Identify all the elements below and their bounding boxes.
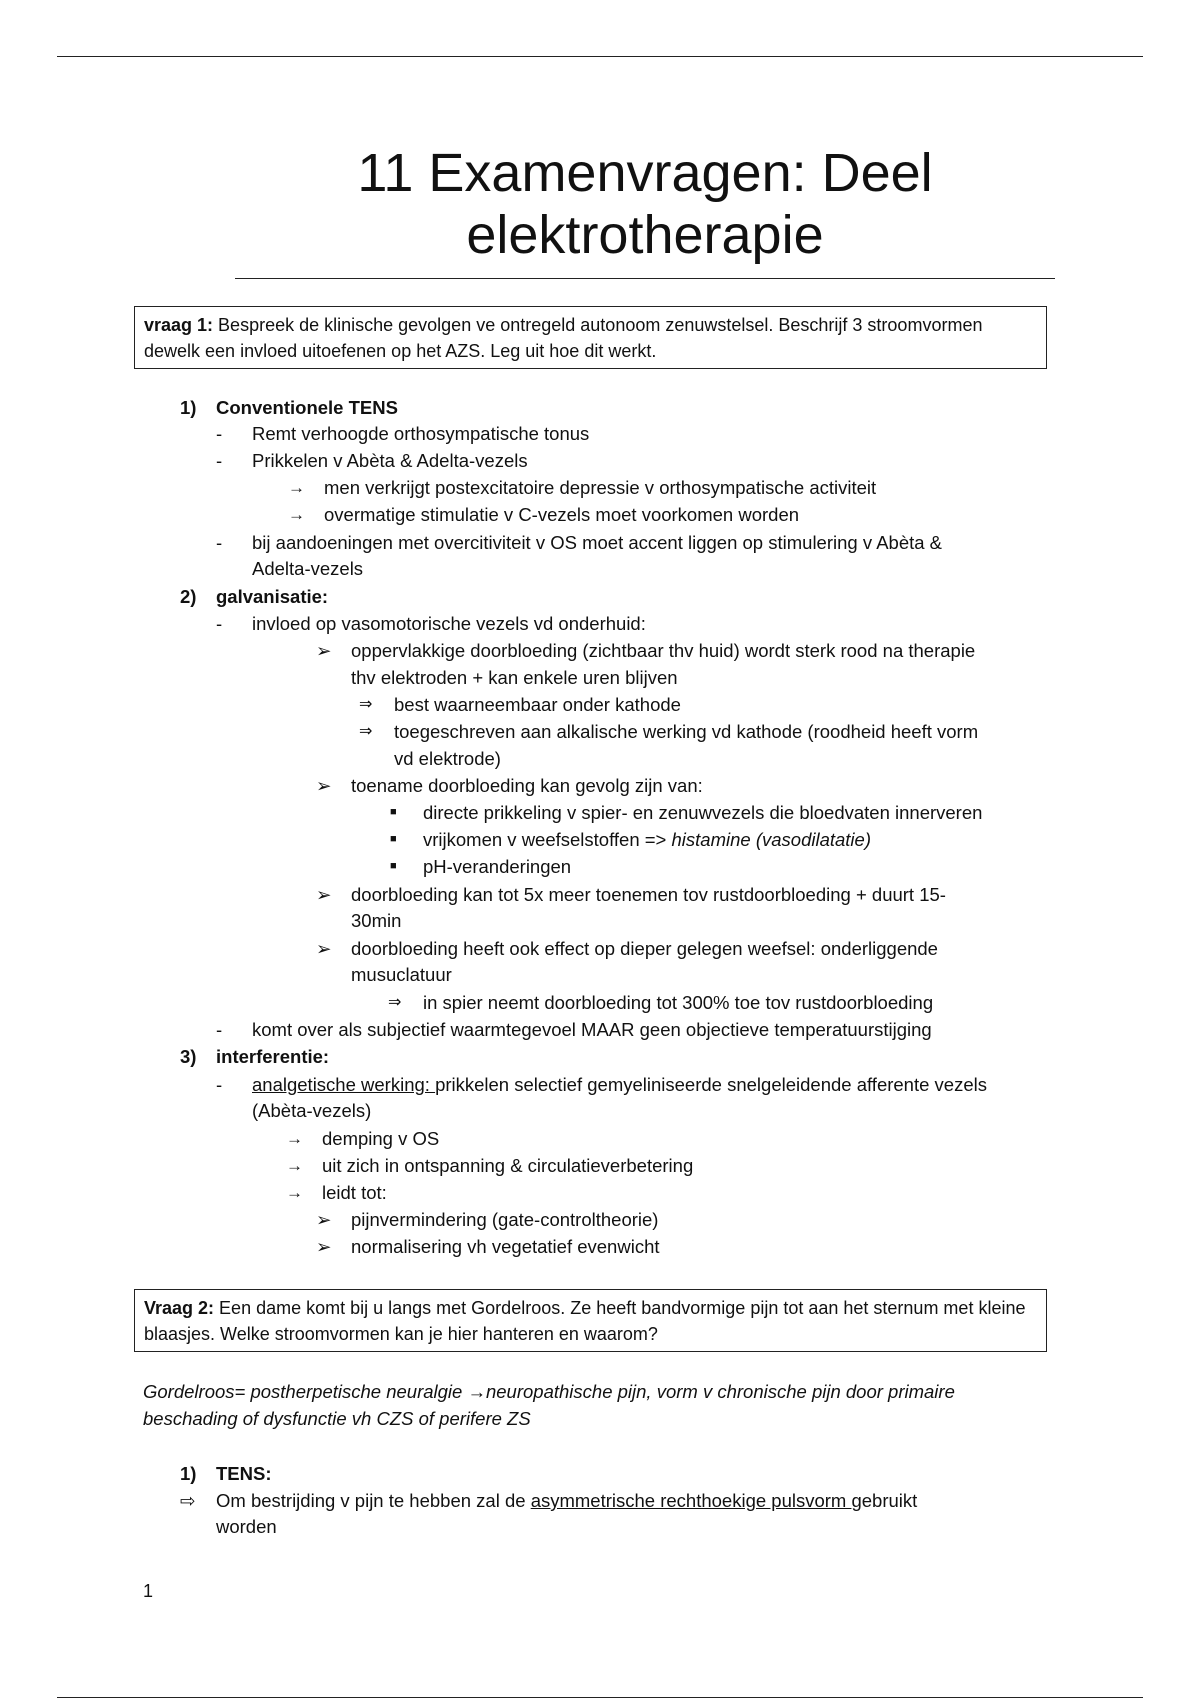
arrow-bullet-icon: →: [288, 505, 305, 524]
double-arrow-bullet-icon: ⇒: [359, 723, 373, 740]
section-2-sub-4-line-2: musuclatuur: [351, 964, 452, 985]
dash-bullet-icon: -: [216, 450, 223, 471]
section-2-square-1: directe prikkeling v spier- en zenuwvezels die bloedvaten innerveren: [423, 802, 983, 823]
chevron-bullet-icon: ➢: [316, 775, 332, 796]
section-3-bullet-1-line-2: (Abèta-vezels): [252, 1100, 372, 1121]
section-2-bullet-1: invloed op vasomotorische vezels vd onderhuid:: [252, 613, 646, 634]
page-title: [235, 142, 1055, 266]
arrow-bullet-icon: →: [286, 1156, 303, 1175]
square-bullet-icon: ■: [390, 806, 397, 818]
section-3-arrow-3: leidt tot:: [322, 1182, 387, 1203]
section-1-bullet-2: Prikkelen v Abèta & Adelta-vezels: [252, 450, 528, 471]
section-1-bullet-1: Remt verhoogde orthosympatische tonus: [252, 423, 590, 444]
chevron-bullet-icon: ➢: [316, 884, 332, 905]
gordelroos-line-1-start: Gordelroos= postherpetische neuralgie: [143, 1381, 468, 1402]
section-4-line-1-underlined: asymmetrische rechthoekige pulsvorm: [530, 1490, 852, 1511]
arrow-bullet-icon: →: [286, 1183, 303, 1202]
outline-arrow-bullet-icon: ⇨: [180, 1490, 196, 1511]
section-3-bullet-1-rest: prikkelen selectief gemyeliniseerde snelgeleidende afferente vezels: [435, 1074, 987, 1095]
question-2-box: [134, 1289, 1047, 1352]
chevron-bullet-icon: ➢: [316, 1209, 332, 1230]
section-3-bullet-1-underlined: analgetische werking:: [252, 1074, 436, 1095]
gordelroos-line-1: [143, 1378, 955, 1405]
square-bullet-icon: ■: [390, 833, 397, 845]
section-3-sub-2: normalisering vh vegetatief evenwicht: [351, 1236, 660, 1257]
question-1-label: vraag 1:: [144, 315, 214, 335]
question-1-box: [134, 306, 1047, 369]
section-2-sub-2: toename doorbloeding kan gevolg zijn van:: [351, 775, 703, 796]
section-2-sub-3-line-1: doorbloeding kan tot 5x meer toenemen tov rustdoorbloeding + duurt 15-: [351, 884, 946, 905]
section-2-detail-3: in spier neemt doorbloeding tot 300% toe tov rustdoorbloeding: [423, 992, 934, 1013]
square-bullet-icon: ■: [390, 860, 397, 872]
title-line-1: 11 Examenvragen: Deel: [357, 143, 933, 203]
section-2-detail-2-line-2: vd elektrode): [394, 748, 501, 769]
question-2-label: Vraag 2:: [144, 1298, 215, 1318]
section-2-sub-3-line-2: 30min: [351, 910, 402, 931]
dash-bullet-icon: -: [216, 1019, 223, 1040]
section-2-square-2: [423, 826, 871, 853]
section-2-bullet-2: komt over als subjectief waarmtegevoel MAAR geen objectieve temperatuurstijging: [252, 1019, 932, 1040]
section-3-sub-1: pijnvermindering (gate-controltheorie): [351, 1209, 659, 1230]
section-4-heading: TENS:: [216, 1463, 272, 1484]
section-2-heading: galvanisatie:: [216, 586, 329, 607]
arrow-bullet-icon: →: [286, 1129, 303, 1148]
page-number: 1: [143, 1581, 154, 1601]
dash-bullet-icon: -: [216, 423, 223, 444]
section-2-square-3: pH-veranderingen: [423, 856, 572, 877]
section-2-square-2-plain: vrijkomen v weefselstoffen =>: [423, 829, 672, 850]
section-3-bullet-1-line-1: [252, 1071, 987, 1098]
double-arrow-bullet-icon: ⇒: [359, 696, 373, 713]
dash-bullet-icon: -: [216, 1074, 223, 1095]
chevron-bullet-icon: ➢: [316, 640, 332, 661]
section-1-arrow-1: men verkrijgt postexcitatoire depressie v orthosympatische activiteit: [324, 477, 877, 498]
dash-bullet-icon: -: [216, 613, 223, 634]
double-arrow-bullet-icon: ⇒: [388, 994, 402, 1011]
section-3-arrow-1: demping v OS: [322, 1128, 440, 1149]
long-arrow-icon: →: [467, 1381, 486, 1402]
section-3-arrow-2: uit zich in ontspanning & circulatieverbetering: [322, 1155, 694, 1176]
section-4-number: 1): [180, 1463, 197, 1484]
section-1-heading: Conventionele TENS: [216, 397, 398, 418]
gordelroos-line-2: beschading of dysfunctie vh CZS of perifere ZS: [143, 1408, 531, 1429]
section-1-bullet-3-line-2: Adelta-vezels: [252, 558, 364, 579]
section-3-heading: interferentie:: [216, 1046, 330, 1067]
gordelroos-line-1-end: neuropathische pijn, vorm v chronische pijn door primaire: [485, 1381, 955, 1402]
section-4-line-1: [216, 1487, 917, 1514]
section-4-line-1-end: gebruikt: [851, 1490, 918, 1511]
question-1-text: Bespreek de klinische gevolgen ve ontregeld autonoom zenuwstelsel. Beschrijf 3 stroomvormen dewelk een invloed uitoefenen op het AZS. Leg uit hoe dit werkt.: [144, 315, 983, 361]
section-4-line-2: worden: [216, 1516, 277, 1537]
section-2-number: 2): [180, 586, 197, 607]
chevron-bullet-icon: ➢: [316, 1236, 332, 1257]
section-1-number: 1): [180, 397, 197, 418]
section-2-detail-1: best waarneembaar onder kathode: [394, 694, 681, 715]
title-line-2: elektrotherapie: [466, 205, 824, 265]
arrow-bullet-icon: →: [288, 478, 305, 497]
section-1-arrow-2: overmatige stimulatie v C-vezels moet voorkomen worden: [324, 504, 800, 525]
section-3-number: 3): [180, 1046, 197, 1067]
section-2-sub-4-line-1: doorbloeding heeft ook effect op dieper gelegen weefsel: onderliggende: [351, 938, 938, 959]
section-2-sub-1-line-2: thv elektroden + kan enkele uren blijven: [351, 667, 678, 688]
section-4-line-1-start: Om bestrijding v pijn te hebben zal de: [216, 1490, 531, 1511]
section-2-sub-1-line-1: oppervlakkige doorbloeding (zichtbaar thv huid) wordt sterk rood na therapie: [351, 640, 976, 661]
section-1-bullet-3-line-1: bij aandoeningen met overcitiviteit v OS moet accent liggen op stimulering v Abèta &: [252, 532, 943, 553]
page-bottom-rule: [57, 1697, 1143, 1698]
chevron-bullet-icon: ➢: [316, 938, 332, 959]
section-2-detail-2-line-1: toegeschreven aan alkalische werking vd kathode (roodheid heeft vorm: [394, 721, 979, 742]
section-2-square-2-italic: histamine (vasodilatatie): [671, 829, 871, 850]
title-underline: [235, 278, 1055, 279]
question-2-text: Een dame komt bij u langs met Gordelroos. Ze heeft bandvormige pijn tot aan het sternum met kleine blaasjes. Welke stroomvormen kan je hier hanteren en waarom?: [144, 1298, 1026, 1344]
dash-bullet-icon: -: [216, 532, 223, 553]
page-top-rule: [57, 56, 1143, 57]
